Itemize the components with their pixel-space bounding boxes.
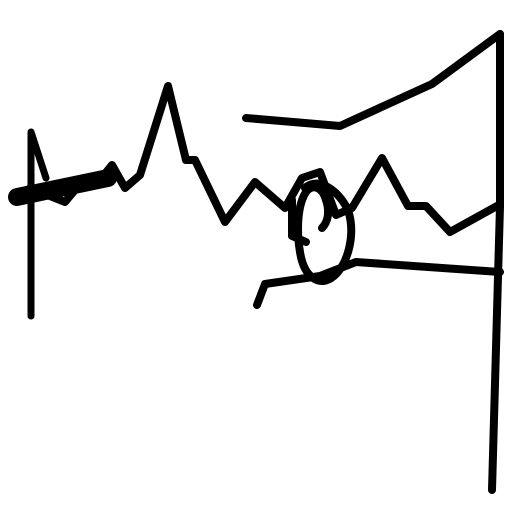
right-pole-stroke (492, 34, 500, 490)
ground-line-stroke (257, 262, 500, 305)
roof-line-stroke (246, 34, 500, 126)
left-post-stroke (31, 132, 46, 316)
